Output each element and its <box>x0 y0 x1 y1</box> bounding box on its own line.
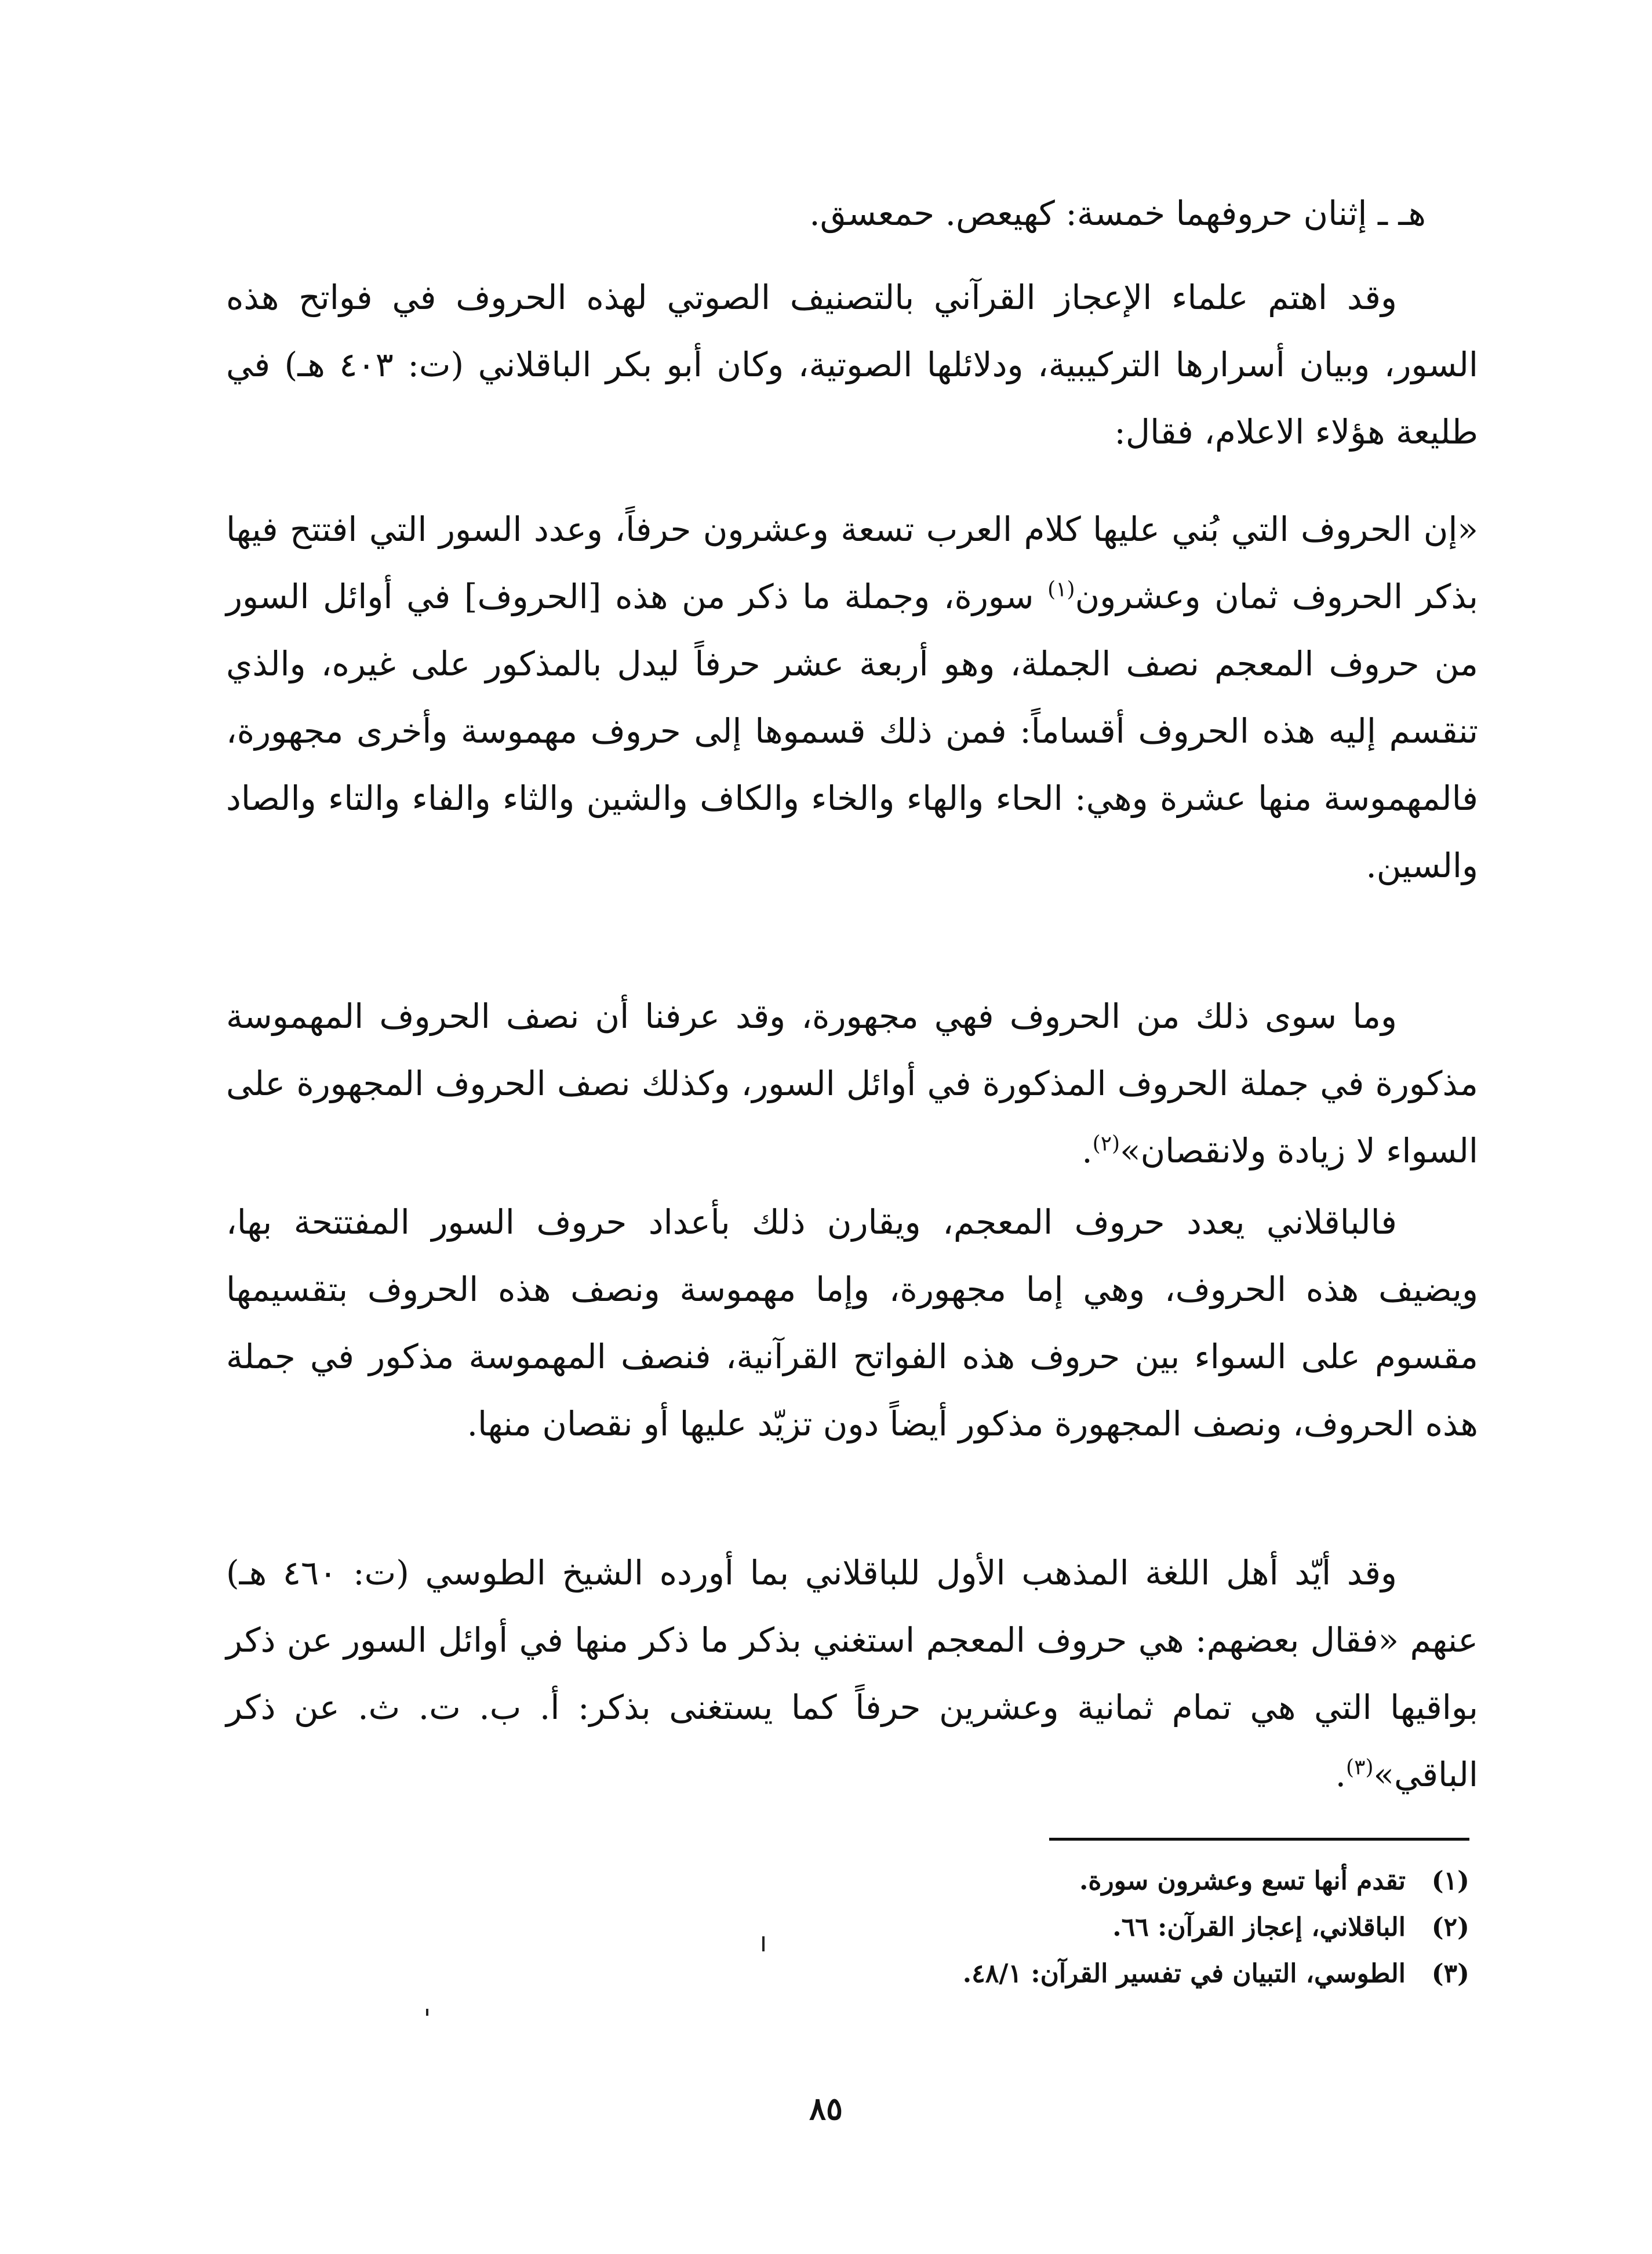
footnote-text: الباقلاني، إعجاز القرآن: ٦٦. <box>1112 1913 1406 1942</box>
paragraph-3 <box>226 983 1478 1184</box>
scan-speck <box>762 1936 765 1951</box>
footnote-ref-1: (١) <box>1047 577 1075 602</box>
list-item-he: هـ ـ إثنان حروفهما خمسة: كهيعص. حمعسق. <box>809 194 1426 233</box>
footnote-divider <box>1049 1838 1469 1841</box>
paragraph-3-text: وما سوى ذلك من الحروف فهي مجهورة، وقد عرفنا أن نصف الحروف المهموسة مذكورة في جملة الحروف المذكورة في أوائل السور، وكذلك نصف الحروف المجهورة على السواء لا زيادة ولانقصان» <box>226 997 1478 1170</box>
footnote-item <box>368 1858 1469 1904</box>
paragraph-3-end: . <box>1082 1131 1093 1170</box>
paragraph-1: وقد اهتم علماء الإعجاز القرآني بالتصنيف الصوتي لهذه الحروف في فواتح هذه السور، وبيان أسرارها التركيبية، ودلائلها الصوتية، وكان أبو بكر الباقلاني (ت: ٤٠٣ هـ) في طليعة هؤلاء الاعلام، فقال: <box>226 278 1478 452</box>
footnote-ref-3: (٣) <box>1346 1755 1374 1780</box>
footnote-number: (٣) <box>1431 1959 1469 1988</box>
paragraph-2-text-b: سورة، وجملة ما ذكر من هذه [الحروف] في أوائل السور من حروف المعجم نصف الجملة، وهو أربعة عشر حرفاً ليدل بالمذكور على غيره، والذي تنقسم إليه هذه الحروف أقساماً: فمن ذلك قسموها إلى حروف مهموسة وأخرى مجهورة، فالمهموسة منها عشرة وهي: الحاء والهاء والخاء والكاف والشين والثاء والفاء والتاء والصاد والسين. <box>226 577 1478 885</box>
paragraph-5-end: . <box>1335 1755 1347 1794</box>
paragraph-2-text-a: «إن الحروف التي بُني عليها كلام العرب تسعة وعشرون حرفاً، وعدد السور التي افتتح فيها بذكر الحروف ثمان وعشرون <box>226 510 1478 616</box>
paragraph-2-quote <box>226 496 1478 899</box>
footnotes <box>368 1858 1469 1997</box>
footnote-number: (٢) <box>1431 1913 1469 1942</box>
page-number: ٨٥ <box>809 2090 843 2127</box>
footnote-number: (١) <box>1431 1866 1469 1896</box>
footnote-text: الطوسي، التبيان في تفسير القرآن: ٤٨/١. <box>962 1959 1406 1988</box>
footnote-item <box>368 1904 1469 1951</box>
footnote-ref-2: (٢) <box>1092 1132 1120 1156</box>
footnote-item <box>368 1951 1469 1997</box>
scan-speck <box>426 2009 428 2016</box>
paragraph-5 <box>226 1539 1478 1808</box>
footnote-text: تقدم أنها تسع وعشرون سورة. <box>1079 1866 1406 1896</box>
paragraph-5-text: وقد أيّد أهل اللغة المذهب الأول للباقلاني بما أورده الشيخ الطوسي (ت: ٤٦٠ هـ) عنهم «فقال بعضهم: هي حروف المعجم استغني بذكر ما ذكر منها في أوائل السور عن ذكر بواقيها التي هي تمام ثمانية وعشرين حرفاً كما يستغنى بذكر: أ. ب. ت. ث. عن ذكر الباقي» <box>226 1553 1478 1794</box>
paragraph-4: فالباقلاني يعدد حروف المعجم، ويقارن ذلك بأعداد حروف السور المفتتحة بها، ويضيف هذه الحروف، وهي إما مجهورة، وإما مهموسة ونصف هذه الحروف بتقسيمها مقسوم على السواء بين حروف هذه الفواتح القرآنية، فنصف المهموسة مذكور في جملة هذه الحروف، ونصف المجهورة مذكور أيضاً دون تزيّد عليها أو نقصان منها. <box>226 1202 1478 1444</box>
